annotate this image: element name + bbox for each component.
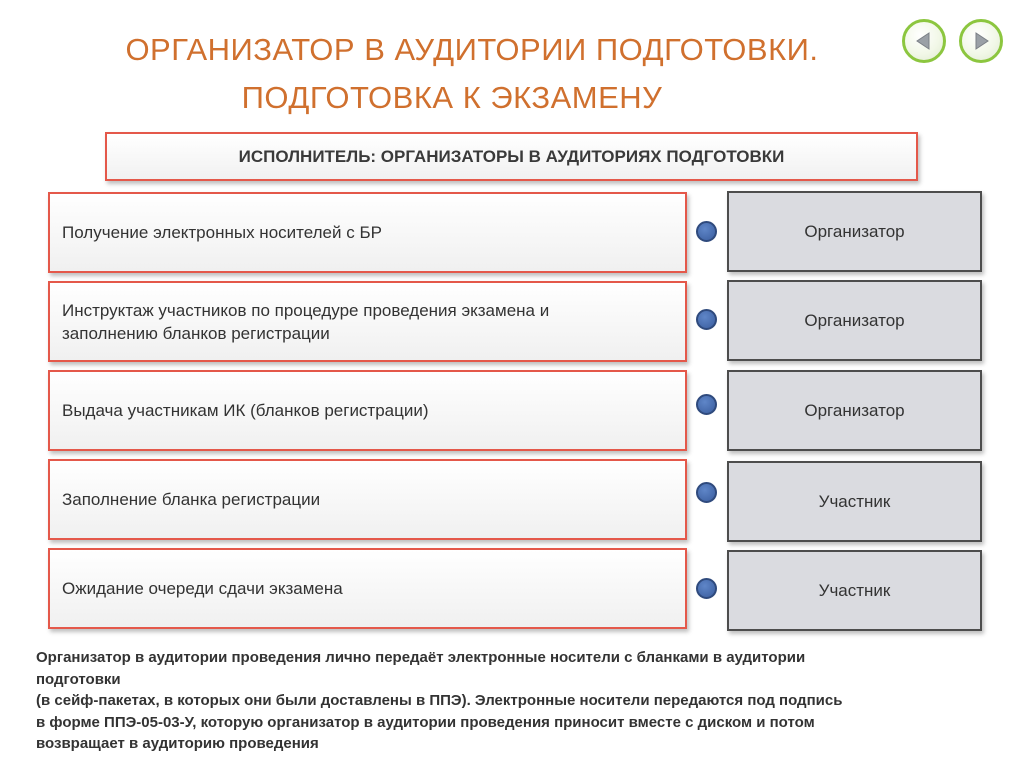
triangle-right-icon <box>970 30 992 52</box>
connector-dot-icon <box>696 482 717 503</box>
step-box <box>48 281 687 362</box>
step-text: Инструктаж участников по процедуре проведения экзамена и заполнению бланков регистрации <box>62 300 550 343</box>
connector-dot-icon <box>696 309 717 330</box>
connector-dot-icon <box>696 578 717 599</box>
role-box <box>727 550 982 631</box>
executor-header <box>105 132 918 181</box>
triangle-left-icon <box>913 30 935 52</box>
connector-dot-icon <box>696 394 717 415</box>
role-box <box>727 370 982 451</box>
connector-dot-icon <box>696 221 717 242</box>
executor-header-text: ИСПОЛНИТЕЛЬ: ОРГАНИЗАТОРЫ В АУДИТОРИЯХ ПОДГОТОВКИ <box>238 146 785 166</box>
step-box <box>48 192 687 273</box>
step-text: Ожидание очереди сдачи экзамена <box>62 579 343 598</box>
step-text: Заполнение бланка регистрации <box>62 490 321 509</box>
step-text: Получение электронных носителей с БР <box>62 223 382 242</box>
next-slide-button[interactable] <box>959 19 1003 63</box>
role-label: Организатор <box>804 221 905 241</box>
role-label: Участник <box>818 491 891 511</box>
page-title-line-1: ОРГАНИЗАТОР В АУДИТОРИИ ПОДГОТОВКИ. <box>125 32 819 67</box>
role-label: Организатор <box>804 400 905 420</box>
role-label: Участник <box>818 580 891 600</box>
step-text: Выдача участникам ИК (бланков регистрации) <box>62 401 429 420</box>
previous-slide-button[interactable] <box>902 19 946 63</box>
role-box <box>727 461 982 542</box>
step-box <box>48 459 687 540</box>
step-box <box>48 370 687 451</box>
role-box <box>727 191 982 272</box>
step-box <box>48 548 687 629</box>
role-box <box>727 280 982 361</box>
page-title-line-2: ПОДГОТОВКА К ЭКЗАМЕНУ <box>241 80 663 115</box>
footnote-text: Организатор в аудитории проведения лично передаёт электронные носители с бланками в аудитории подготовки (в сейф-пакетах, в которых они были доставлены в ППЭ). Электронные носители передаются под подпись в форме ППЭ-05-03-У, которую организатор в аудитории проведения приносит вместе с диском и потом возвращает в аудиторию проведения <box>36 649 843 752</box>
role-label: Организатор <box>804 310 905 330</box>
